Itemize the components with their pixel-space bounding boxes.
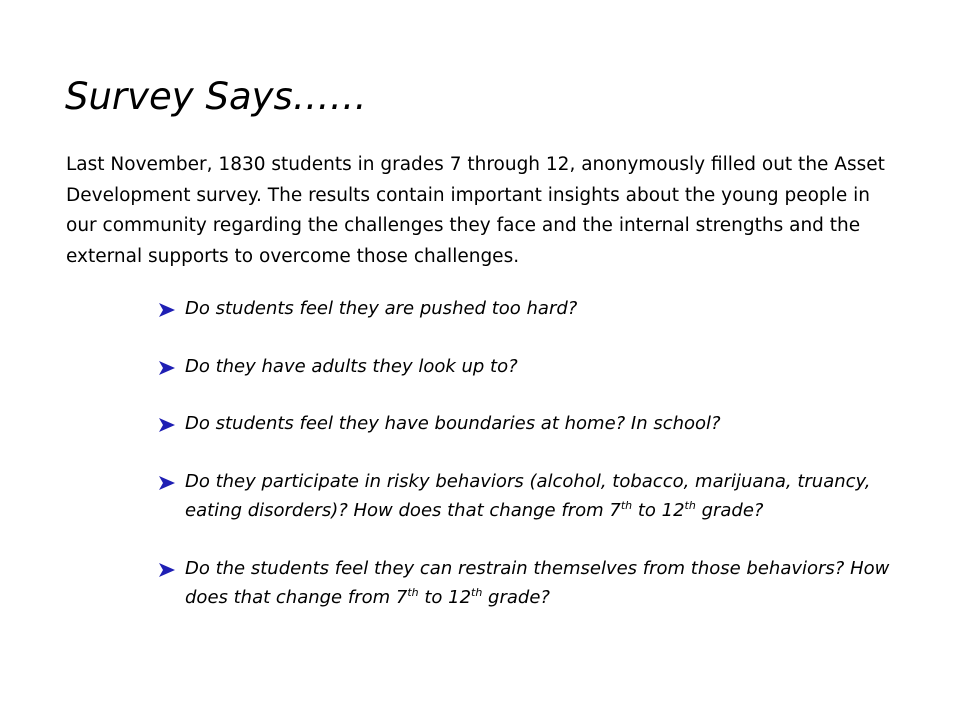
ordinal-suffix: th: [471, 586, 483, 599]
question-item: [158, 554, 918, 613]
question-text: Do students feel they have boundaries at home? In school?: [185, 413, 721, 434]
question-list: [158, 294, 918, 641]
arrowhead-bullet-icon: [158, 562, 176, 578]
question-text-part: grade?: [695, 500, 764, 521]
question-text: [185, 558, 889, 609]
question-text-part: grade?: [482, 587, 550, 608]
slide-title: Survey Says……: [65, 75, 367, 118]
question-text-part: to 12: [632, 500, 685, 521]
intro-paragraph: Last November, 1830 students in grades 7 through 12, anonymously filled out the Asset Development survey. The results contain important insights about the young people in our community regarding the challenges they face and the internal strengths and the external supports to overcome those challenges.: [66, 154, 885, 267]
question-item: [158, 352, 918, 382]
arrowhead-bullet-icon: [158, 360, 176, 376]
question-text-part: Do the students feel they can restrain themselves from those behaviors? How does that change from 7: [185, 557, 890, 608]
question-item: [158, 294, 918, 324]
arrowhead-bullet-icon: [158, 417, 176, 433]
question-item: [158, 409, 918, 439]
ordinal-suffix: th: [684, 499, 696, 512]
question-item: [158, 467, 918, 526]
arrowhead-bullet-icon: [158, 475, 176, 491]
ordinal-suffix: th: [407, 586, 419, 599]
arrowhead-bullet-icon: [158, 302, 176, 318]
question-text-part: to 12: [418, 587, 472, 608]
question-text: Do they have adults they look up to?: [185, 355, 518, 377]
question-text-part: Do they participate in risky behaviors (alcohol, tobacco, marijuana, truancy, eating disorders)? How does that change from 7: [185, 470, 871, 521]
question-text: [185, 471, 871, 522]
question-text: Do students feel they are pushed too hard?: [185, 298, 578, 319]
ordinal-suffix: th: [620, 499, 633, 512]
